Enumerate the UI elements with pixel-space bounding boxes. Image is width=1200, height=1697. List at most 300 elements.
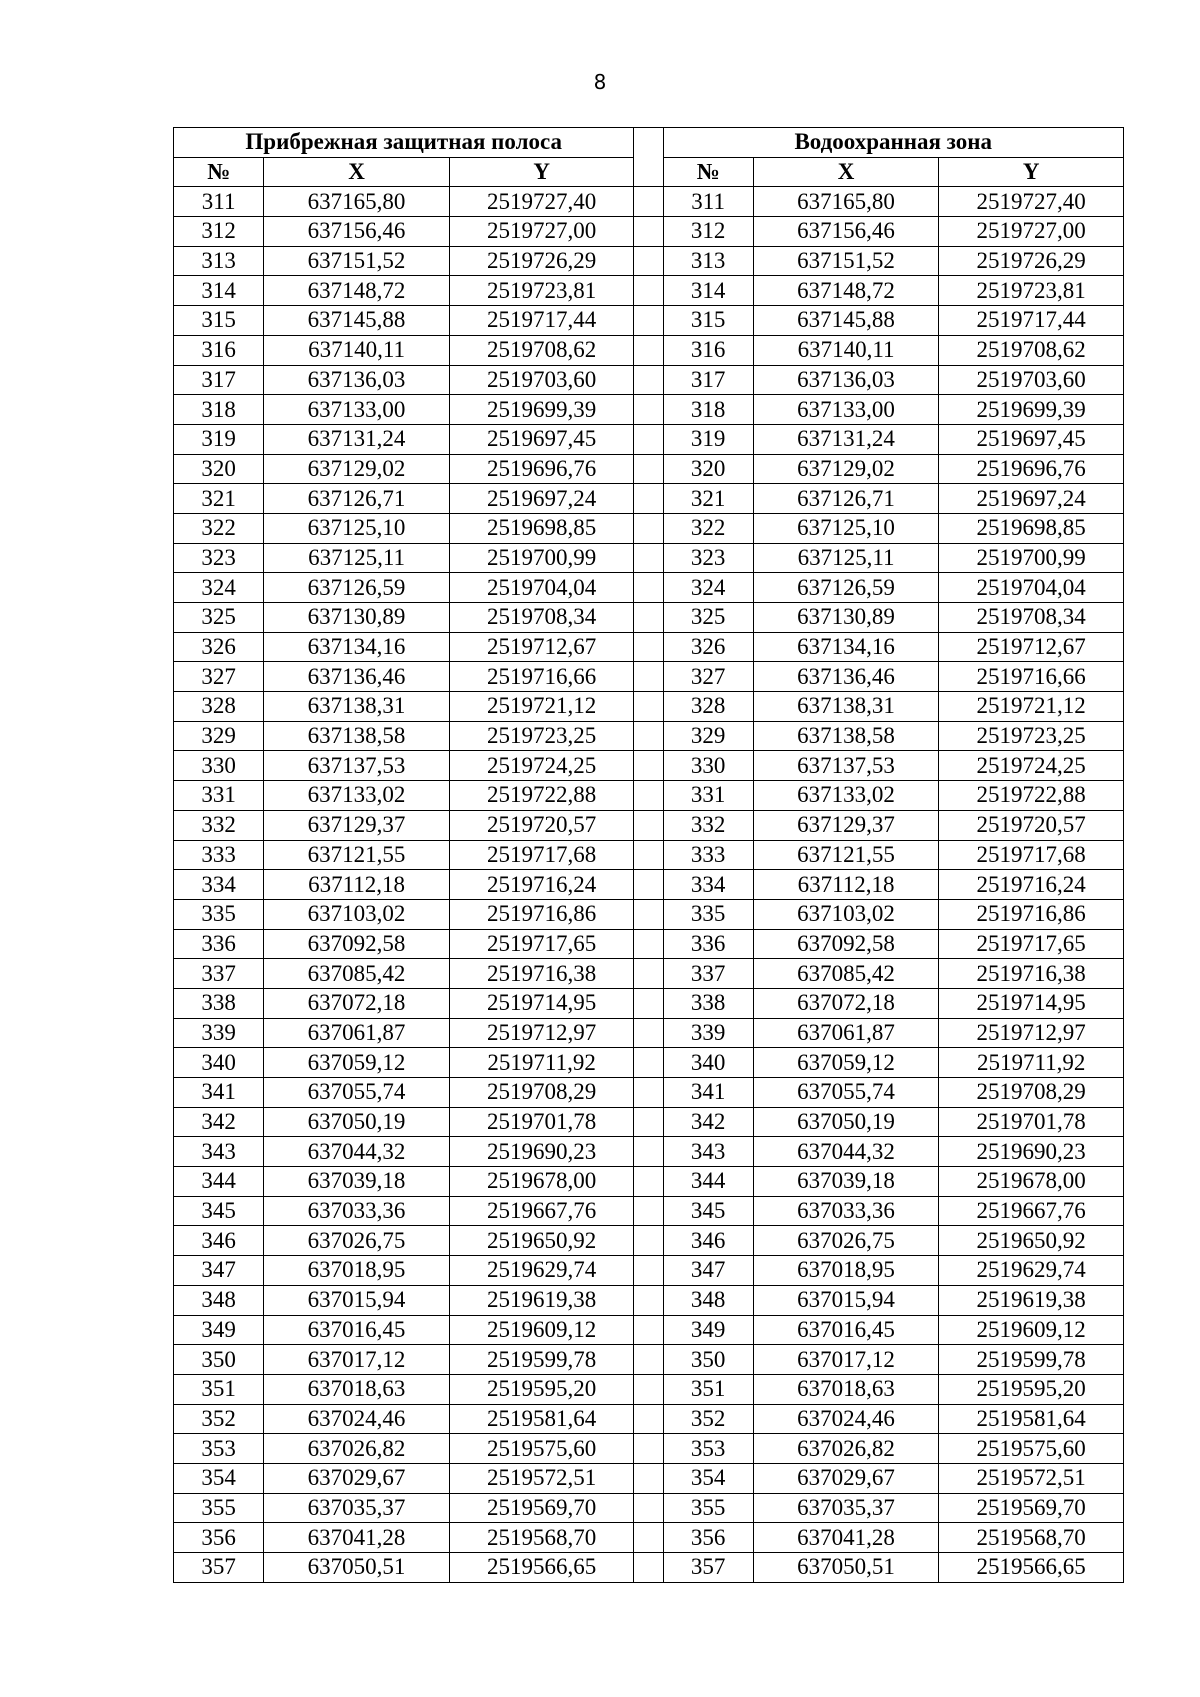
coastal-point-number-cell: 346 [174, 1226, 264, 1256]
coastal-y-coordinate-cell: 2519678,00 [449, 1167, 634, 1197]
coastal-point-number-cell: 326 [174, 632, 264, 662]
coastal-y-coordinate-cell: 2519698,85 [449, 513, 634, 543]
coastal-point-number-cell: 316 [174, 335, 264, 365]
water-zone-point-number-cell: 357 [663, 1553, 753, 1583]
table-row [174, 513, 1124, 543]
column-gap [634, 513, 663, 543]
water-zone-y-coordinate-cell: 2519712,97 [939, 1018, 1124, 1048]
coastal-y-coordinate-cell: 2519699,39 [449, 395, 634, 425]
water-zone-x-coordinate-cell: 637126,71 [753, 484, 939, 514]
column-gap [634, 959, 663, 989]
coastal-y-coordinate-cell: 2519696,76 [449, 454, 634, 484]
coastal-y-coordinate-cell: 2519697,24 [449, 484, 634, 514]
table-row [174, 988, 1124, 1018]
table-row [174, 1315, 1124, 1345]
coastal-x-coordinate-cell: 637015,94 [264, 1285, 450, 1315]
water-zone-y-coordinate-cell: 2519714,95 [939, 988, 1124, 1018]
column-gap [634, 1434, 663, 1464]
column-gap [634, 781, 663, 811]
water-zone-point-number-cell: 337 [663, 959, 753, 989]
table-row [174, 1078, 1124, 1108]
column-gap [634, 751, 663, 781]
water-zone-point-number-cell: 351 [663, 1374, 753, 1404]
coastal-x-coordinate-cell: 637130,89 [264, 603, 450, 633]
water-zone-point-number-cell: 347 [663, 1256, 753, 1286]
water-zone-point-number-cell: 320 [663, 454, 753, 484]
water-zone-x-coordinate-cell: 637129,02 [753, 454, 939, 484]
coastal-x-coordinate-cell: 637138,58 [264, 721, 450, 751]
water-zone-y-coordinate-cell: 2519568,70 [939, 1523, 1124, 1553]
water-zone-point-number-cell: 335 [663, 899, 753, 929]
table-row [174, 1493, 1124, 1523]
column-gap [634, 929, 663, 959]
table-row [174, 335, 1124, 365]
coastal-point-number-cell: 338 [174, 988, 264, 1018]
water-zone-point-number-cell: 324 [663, 573, 753, 603]
water-zone-point-number-cell: 349 [663, 1315, 753, 1345]
column-gap [634, 810, 663, 840]
water-zone-point-number-cell: 334 [663, 870, 753, 900]
water-zone-x-coordinate-cell: 637016,45 [753, 1315, 939, 1345]
column-gap [634, 543, 663, 573]
table-row [174, 246, 1124, 276]
coastal-x-coordinate-cell: 637024,46 [264, 1404, 450, 1434]
water-zone-y-coordinate-cell: 2519717,44 [939, 306, 1124, 336]
coastal-y-coordinate-cell: 2519717,68 [449, 840, 634, 870]
water-zone-point-number-cell: 329 [663, 721, 753, 751]
water-zone-y-coordinate-cell: 2519726,29 [939, 246, 1124, 276]
water-zone-y-coordinate-cell: 2519581,64 [939, 1404, 1124, 1434]
water-zone-y-coordinate-cell: 2519720,57 [939, 810, 1124, 840]
table-row [174, 1345, 1124, 1375]
coastal-point-number-cell: 311 [174, 187, 264, 217]
coastal-y-coordinate-cell: 2519700,99 [449, 543, 634, 573]
column-gap [634, 276, 663, 306]
column-gap [634, 365, 663, 395]
coastal-point-number-cell: 349 [174, 1315, 264, 1345]
water-zone-point-number-cell: 336 [663, 929, 753, 959]
water-zone-point-number-cell: 338 [663, 988, 753, 1018]
water-zone-x-coordinate-cell: 637136,46 [753, 662, 939, 692]
section-title-water-protection-zone: Водоохранная зона [663, 128, 1124, 158]
column-gap [634, 662, 663, 692]
water-zone-point-number-cell: 312 [663, 217, 753, 247]
column-gap [634, 1315, 663, 1345]
table-row [174, 395, 1124, 425]
water-zone-x-coordinate-cell: 637015,94 [753, 1285, 939, 1315]
water-zone-y-coordinate-cell: 2519650,92 [939, 1226, 1124, 1256]
table-row [174, 870, 1124, 900]
coastal-y-coordinate-cell: 2519708,29 [449, 1078, 634, 1108]
water-zone-y-coordinate-cell: 2519716,66 [939, 662, 1124, 692]
water-zone-point-number-cell: 352 [663, 1404, 753, 1434]
water-zone-y-coordinate-cell: 2519724,25 [939, 751, 1124, 781]
column-gap [634, 721, 663, 751]
coastal-point-number-cell: 356 [174, 1523, 264, 1553]
coastal-x-coordinate-cell: 637129,02 [264, 454, 450, 484]
coastal-y-coordinate-cell: 2519708,34 [449, 603, 634, 633]
coastal-x-coordinate-cell: 637050,19 [264, 1107, 450, 1137]
column-header-y: Y [939, 157, 1124, 187]
water-zone-y-coordinate-cell: 2519701,78 [939, 1107, 1124, 1137]
water-zone-x-coordinate-cell: 637148,72 [753, 276, 939, 306]
coastal-y-coordinate-cell: 2519720,57 [449, 810, 634, 840]
water-zone-point-number-cell: 330 [663, 751, 753, 781]
water-zone-x-coordinate-cell: 637026,82 [753, 1434, 939, 1464]
water-zone-x-coordinate-cell: 637130,89 [753, 603, 939, 633]
coastal-point-number-cell: 330 [174, 751, 264, 781]
table-row [174, 1463, 1124, 1493]
water-zone-x-coordinate-cell: 637138,31 [753, 692, 939, 722]
water-zone-point-number-cell: 321 [663, 484, 753, 514]
water-zone-y-coordinate-cell: 2519699,39 [939, 395, 1124, 425]
table-row [174, 840, 1124, 870]
coastal-y-coordinate-cell: 2519712,97 [449, 1018, 634, 1048]
coastal-point-number-cell: 339 [174, 1018, 264, 1048]
table-row [174, 1256, 1124, 1286]
coastal-point-number-cell: 350 [174, 1345, 264, 1375]
coastal-y-coordinate-cell: 2519566,65 [449, 1553, 634, 1583]
water-zone-y-coordinate-cell: 2519667,76 [939, 1196, 1124, 1226]
coastal-y-coordinate-cell: 2519712,67 [449, 632, 634, 662]
water-zone-point-number-cell: 339 [663, 1018, 753, 1048]
coordinates-table [173, 127, 1124, 1583]
coastal-x-coordinate-cell: 637126,71 [264, 484, 450, 514]
table-row [174, 751, 1124, 781]
column-gap [634, 395, 663, 425]
water-zone-x-coordinate-cell: 637033,36 [753, 1196, 939, 1226]
water-zone-x-coordinate-cell: 637129,37 [753, 810, 939, 840]
coastal-point-number-cell: 329 [174, 721, 264, 751]
column-gap [634, 1404, 663, 1434]
table-row [174, 217, 1124, 247]
coastal-x-coordinate-cell: 637035,37 [264, 1493, 450, 1523]
coastal-point-number-cell: 333 [174, 840, 264, 870]
column-gap [634, 1374, 663, 1404]
water-zone-y-coordinate-cell: 2519700,99 [939, 543, 1124, 573]
coastal-y-coordinate-cell: 2519650,92 [449, 1226, 634, 1256]
water-zone-point-number-cell: 315 [663, 306, 753, 336]
coastal-x-coordinate-cell: 637148,72 [264, 276, 450, 306]
column-gap [634, 988, 663, 1018]
water-zone-x-coordinate-cell: 637044,32 [753, 1137, 939, 1167]
water-zone-point-number-cell: 332 [663, 810, 753, 840]
coastal-y-coordinate-cell: 2519575,60 [449, 1434, 634, 1464]
column-gap [634, 1196, 663, 1226]
water-zone-y-coordinate-cell: 2519696,76 [939, 454, 1124, 484]
table-row [174, 603, 1124, 633]
water-zone-y-coordinate-cell: 2519595,20 [939, 1374, 1124, 1404]
coastal-point-number-cell: 331 [174, 781, 264, 811]
coastal-point-number-cell: 320 [174, 454, 264, 484]
water-zone-point-number-cell: 344 [663, 1167, 753, 1197]
column-gap [634, 1463, 663, 1493]
column-header-x: X [753, 157, 939, 187]
column-gap [634, 246, 663, 276]
column-header-number: № [663, 157, 753, 187]
table-row [174, 1018, 1124, 1048]
water-zone-x-coordinate-cell: 637136,03 [753, 365, 939, 395]
table-row [174, 632, 1124, 662]
water-zone-x-coordinate-cell: 637018,63 [753, 1374, 939, 1404]
water-zone-y-coordinate-cell: 2519708,34 [939, 603, 1124, 633]
coastal-x-coordinate-cell: 637041,28 [264, 1523, 450, 1553]
table-row [174, 899, 1124, 929]
coastal-point-number-cell: 322 [174, 513, 264, 543]
coastal-x-coordinate-cell: 637039,18 [264, 1167, 450, 1197]
water-zone-x-coordinate-cell: 637039,18 [753, 1167, 939, 1197]
water-zone-point-number-cell: 341 [663, 1078, 753, 1108]
table-row [174, 1107, 1124, 1137]
water-zone-x-coordinate-cell: 637112,18 [753, 870, 939, 900]
column-gap [634, 128, 663, 187]
water-zone-point-number-cell: 311 [663, 187, 753, 217]
coastal-y-coordinate-cell: 2519572,51 [449, 1463, 634, 1493]
coastal-x-coordinate-cell: 637145,88 [264, 306, 450, 336]
column-gap [634, 1256, 663, 1286]
column-gap [634, 1493, 663, 1523]
coastal-point-number-cell: 324 [174, 573, 264, 603]
column-gap [634, 1226, 663, 1256]
water-zone-y-coordinate-cell: 2519717,68 [939, 840, 1124, 870]
column-gap [634, 1078, 663, 1108]
coastal-x-coordinate-cell: 637026,82 [264, 1434, 450, 1464]
water-zone-x-coordinate-cell: 637156,46 [753, 217, 939, 247]
coastal-x-coordinate-cell: 637125,11 [264, 543, 450, 573]
water-zone-y-coordinate-cell: 2519569,70 [939, 1493, 1124, 1523]
water-zone-point-number-cell: 317 [663, 365, 753, 395]
coastal-x-coordinate-cell: 637151,52 [264, 246, 450, 276]
coastal-y-coordinate-cell: 2519717,44 [449, 306, 634, 336]
water-zone-y-coordinate-cell: 2519717,65 [939, 929, 1124, 959]
coastal-x-coordinate-cell: 637140,11 [264, 335, 450, 365]
water-zone-x-coordinate-cell: 637134,16 [753, 632, 939, 662]
coastal-y-coordinate-cell: 2519726,29 [449, 246, 634, 276]
coastal-y-coordinate-cell: 2519619,38 [449, 1285, 634, 1315]
water-zone-point-number-cell: 353 [663, 1434, 753, 1464]
water-zone-point-number-cell: 314 [663, 276, 753, 306]
coastal-point-number-cell: 343 [174, 1137, 264, 1167]
coastal-y-coordinate-cell: 2519716,38 [449, 959, 634, 989]
table-row [174, 424, 1124, 454]
section-title-coastal-strip: Прибрежная защитная полоса [174, 128, 634, 158]
column-gap [634, 484, 663, 514]
table-row [174, 1404, 1124, 1434]
coastal-point-number-cell: 318 [174, 395, 264, 425]
coastal-point-number-cell: 332 [174, 810, 264, 840]
coastal-y-coordinate-cell: 2519716,86 [449, 899, 634, 929]
water-zone-point-number-cell: 325 [663, 603, 753, 633]
coastal-y-coordinate-cell: 2519711,92 [449, 1048, 634, 1078]
water-zone-x-coordinate-cell: 637137,53 [753, 751, 939, 781]
water-zone-x-coordinate-cell: 637024,46 [753, 1404, 939, 1434]
water-zone-x-coordinate-cell: 637061,87 [753, 1018, 939, 1048]
table-row [174, 721, 1124, 751]
coastal-x-coordinate-cell: 637131,24 [264, 424, 450, 454]
water-zone-point-number-cell: 331 [663, 781, 753, 811]
coastal-y-coordinate-cell: 2519581,64 [449, 1404, 634, 1434]
coastal-y-coordinate-cell: 2519723,81 [449, 276, 634, 306]
water-zone-y-coordinate-cell: 2519716,38 [939, 959, 1124, 989]
coastal-point-number-cell: 340 [174, 1048, 264, 1078]
coastal-x-coordinate-cell: 637018,63 [264, 1374, 450, 1404]
coastal-point-number-cell: 351 [174, 1374, 264, 1404]
coastal-point-number-cell: 342 [174, 1107, 264, 1137]
water-zone-y-coordinate-cell: 2519566,65 [939, 1553, 1124, 1583]
table-row [174, 1048, 1124, 1078]
table-row [174, 662, 1124, 692]
coastal-y-coordinate-cell: 2519708,62 [449, 335, 634, 365]
column-gap [634, 603, 663, 633]
water-zone-y-coordinate-cell: 2519572,51 [939, 1463, 1124, 1493]
column-gap [634, 573, 663, 603]
water-zone-x-coordinate-cell: 637041,28 [753, 1523, 939, 1553]
coastal-x-coordinate-cell: 637044,32 [264, 1137, 450, 1167]
water-zone-point-number-cell: 318 [663, 395, 753, 425]
coastal-point-number-cell: 348 [174, 1285, 264, 1315]
water-zone-x-coordinate-cell: 637029,67 [753, 1463, 939, 1493]
water-zone-y-coordinate-cell: 2519711,92 [939, 1048, 1124, 1078]
coastal-point-number-cell: 312 [174, 217, 264, 247]
coastal-y-coordinate-cell: 2519701,78 [449, 1107, 634, 1137]
coastal-x-coordinate-cell: 637121,55 [264, 840, 450, 870]
coastal-y-coordinate-cell: 2519722,88 [449, 781, 634, 811]
coastal-point-number-cell: 335 [174, 899, 264, 929]
table-row [174, 484, 1124, 514]
column-gap [634, 424, 663, 454]
water-zone-y-coordinate-cell: 2519708,62 [939, 335, 1124, 365]
coastal-x-coordinate-cell: 637055,74 [264, 1078, 450, 1108]
coastal-y-coordinate-cell: 2519716,24 [449, 870, 634, 900]
water-zone-y-coordinate-cell: 2519619,38 [939, 1285, 1124, 1315]
coastal-y-coordinate-cell: 2519703,60 [449, 365, 634, 395]
table-row [174, 1167, 1124, 1197]
coastal-y-coordinate-cell: 2519721,12 [449, 692, 634, 722]
water-zone-x-coordinate-cell: 637103,02 [753, 899, 939, 929]
water-zone-y-coordinate-cell: 2519727,00 [939, 217, 1124, 247]
coastal-point-number-cell: 341 [174, 1078, 264, 1108]
coastal-x-coordinate-cell: 637133,02 [264, 781, 450, 811]
water-zone-x-coordinate-cell: 637026,75 [753, 1226, 939, 1256]
water-zone-point-number-cell: 333 [663, 840, 753, 870]
water-zone-point-number-cell: 355 [663, 1493, 753, 1523]
column-gap [634, 692, 663, 722]
coastal-x-coordinate-cell: 637092,58 [264, 929, 450, 959]
table-row [174, 929, 1124, 959]
coastal-x-coordinate-cell: 637165,80 [264, 187, 450, 217]
water-zone-point-number-cell: 345 [663, 1196, 753, 1226]
table-row [174, 1434, 1124, 1464]
coastal-point-number-cell: 352 [174, 1404, 264, 1434]
table-row [174, 1196, 1124, 1226]
coastal-point-number-cell: 319 [174, 424, 264, 454]
water-zone-y-coordinate-cell: 2519708,29 [939, 1078, 1124, 1108]
water-zone-x-coordinate-cell: 637133,00 [753, 395, 939, 425]
table-row [174, 306, 1124, 336]
coastal-point-number-cell: 344 [174, 1167, 264, 1197]
water-zone-x-coordinate-cell: 637050,19 [753, 1107, 939, 1137]
water-zone-y-coordinate-cell: 2519723,81 [939, 276, 1124, 306]
coastal-x-coordinate-cell: 637016,45 [264, 1315, 450, 1345]
coastal-x-coordinate-cell: 637103,02 [264, 899, 450, 929]
coastal-x-coordinate-cell: 637061,87 [264, 1018, 450, 1048]
column-gap [634, 1523, 663, 1553]
water-zone-y-coordinate-cell: 2519609,12 [939, 1315, 1124, 1345]
coastal-y-coordinate-cell: 2519714,95 [449, 988, 634, 1018]
column-gap [634, 187, 663, 217]
water-zone-x-coordinate-cell: 637145,88 [753, 306, 939, 336]
water-zone-x-coordinate-cell: 637035,37 [753, 1493, 939, 1523]
water-zone-y-coordinate-cell: 2519704,04 [939, 573, 1124, 603]
coastal-y-coordinate-cell: 2519704,04 [449, 573, 634, 603]
column-gap [634, 306, 663, 336]
column-gap [634, 870, 663, 900]
coastal-x-coordinate-cell: 637033,36 [264, 1196, 450, 1226]
coastal-x-coordinate-cell: 637136,03 [264, 365, 450, 395]
coastal-x-coordinate-cell: 637029,67 [264, 1463, 450, 1493]
coastal-point-number-cell: 325 [174, 603, 264, 633]
column-gap [634, 217, 663, 247]
water-zone-x-coordinate-cell: 637131,24 [753, 424, 939, 454]
water-zone-point-number-cell: 327 [663, 662, 753, 692]
table-row [174, 692, 1124, 722]
column-gap [634, 1553, 663, 1583]
water-zone-point-number-cell: 313 [663, 246, 753, 276]
column-gap [634, 454, 663, 484]
column-gap [634, 1048, 663, 1078]
water-zone-x-coordinate-cell: 637126,59 [753, 573, 939, 603]
coastal-point-number-cell: 314 [174, 276, 264, 306]
coastal-y-coordinate-cell: 2519717,65 [449, 929, 634, 959]
water-zone-x-coordinate-cell: 637050,51 [753, 1553, 939, 1583]
coastal-x-coordinate-cell: 637018,95 [264, 1256, 450, 1286]
water-zone-y-coordinate-cell: 2519727,40 [939, 187, 1124, 217]
water-zone-x-coordinate-cell: 637059,12 [753, 1048, 939, 1078]
coastal-y-coordinate-cell: 2519723,25 [449, 721, 634, 751]
coastal-x-coordinate-cell: 637129,37 [264, 810, 450, 840]
water-zone-y-coordinate-cell: 2519678,00 [939, 1167, 1124, 1197]
water-zone-point-number-cell: 346 [663, 1226, 753, 1256]
column-header-x: X [264, 157, 450, 187]
water-zone-x-coordinate-cell: 637138,58 [753, 721, 939, 751]
table-row [174, 781, 1124, 811]
coastal-x-coordinate-cell: 637133,00 [264, 395, 450, 425]
table-row [174, 959, 1124, 989]
coastal-x-coordinate-cell: 637125,10 [264, 513, 450, 543]
coastal-x-coordinate-cell: 637138,31 [264, 692, 450, 722]
water-zone-y-coordinate-cell: 2519698,85 [939, 513, 1124, 543]
coastal-point-number-cell: 337 [174, 959, 264, 989]
table-row [174, 1285, 1124, 1315]
water-zone-point-number-cell: 354 [663, 1463, 753, 1493]
water-zone-x-coordinate-cell: 637017,12 [753, 1345, 939, 1375]
coordinates-body [174, 187, 1124, 1582]
column-gap [634, 899, 663, 929]
table-row [174, 1553, 1124, 1583]
coastal-x-coordinate-cell: 637059,12 [264, 1048, 450, 1078]
water-zone-point-number-cell: 350 [663, 1345, 753, 1375]
coastal-y-coordinate-cell: 2519629,74 [449, 1256, 634, 1286]
water-zone-x-coordinate-cell: 637133,02 [753, 781, 939, 811]
water-zone-y-coordinate-cell: 2519599,78 [939, 1345, 1124, 1375]
water-zone-y-coordinate-cell: 2519716,86 [939, 899, 1124, 929]
coastal-y-coordinate-cell: 2519609,12 [449, 1315, 634, 1345]
water-zone-x-coordinate-cell: 637140,11 [753, 335, 939, 365]
coastal-point-number-cell: 354 [174, 1463, 264, 1493]
water-zone-y-coordinate-cell: 2519629,74 [939, 1256, 1124, 1286]
water-zone-y-coordinate-cell: 2519723,25 [939, 721, 1124, 751]
column-gap [634, 1345, 663, 1375]
